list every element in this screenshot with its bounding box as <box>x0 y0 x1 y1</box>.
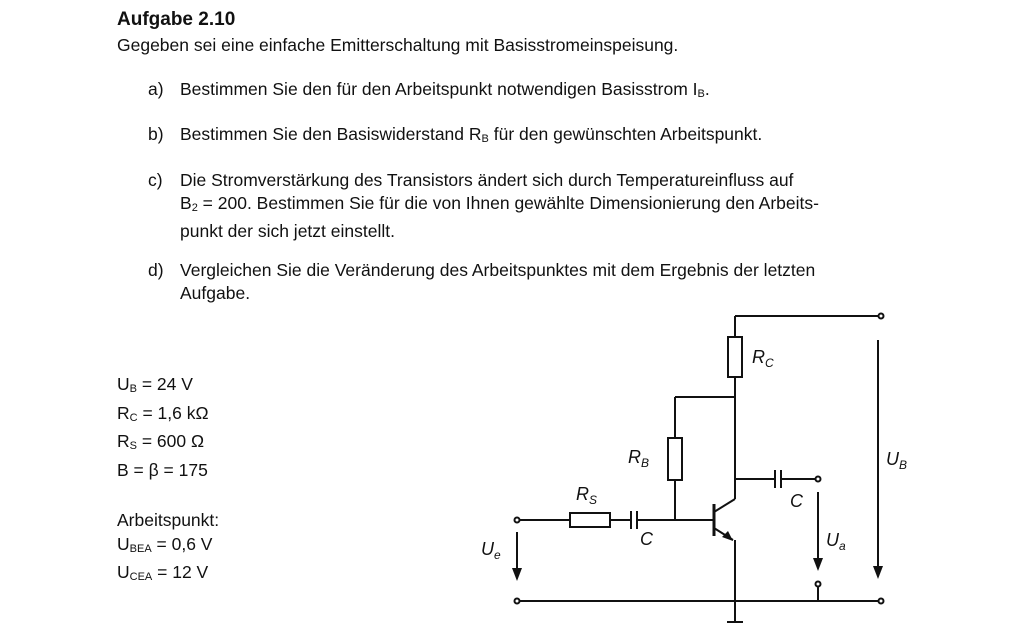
input-ground-terminal <box>515 599 520 604</box>
ub-arrow-head <box>873 566 883 579</box>
rc-resistor <box>728 337 742 377</box>
task-intro: Gegeben sei eine einfache Emitterschaltung mit Basisstromeinspeisung. <box>117 35 679 55</box>
rs-resistor <box>570 513 610 527</box>
given-rs: RS = 600 Ω <box>117 431 205 452</box>
emitter-arrow-head <box>722 531 733 541</box>
rb-resistor <box>668 438 682 480</box>
input-terminal <box>515 518 520 523</box>
task-d-line-1: Vergleichen Sie die Veränderung des Arbeitspunktes mit dem Ergebnis der letzten <box>180 260 816 280</box>
operating-point-ucea: UCEA = 12 V <box>117 562 209 583</box>
label-rc: $R_C$ <box>752 347 774 370</box>
operating-point-ubea: UBEA = 0,6 V <box>117 533 213 555</box>
task-c-label: c) <box>148 170 163 190</box>
task-c-line-2: B2 = 200. Bestimmen Sie für die von Ihnen gewählte Dimensionierung den Arbeits- <box>180 193 819 214</box>
task-b-text: Bestimmen Sie den Basiswiderstand RB für den gewünschten Arbeitspunkt. <box>180 124 763 145</box>
ground-rail-terminal <box>879 599 884 604</box>
given-ub: UB = 24 V <box>117 374 193 395</box>
label-ub: $U_B$ <box>886 449 908 472</box>
label-rs: $R_S$ <box>576 484 598 507</box>
task-title: Aufgabe 2.10 <box>117 9 236 30</box>
task-c-line-1: Die Stromverstärkung des Transistors ändert sich durch Temperatureinfluss auf <box>180 170 794 190</box>
label-rb: $R_B$ <box>628 447 650 470</box>
label-c-in: C <box>640 529 653 549</box>
given-b: B = β = 175 <box>117 459 208 480</box>
task-b-label: b) <box>148 124 164 144</box>
given-rc: RC = 1,6 kΩ <box>117 402 209 424</box>
task-a-label: a) <box>148 79 164 99</box>
task-c-line-3: punkt der sich jetzt einstellt. <box>180 221 395 241</box>
output-ground-terminal <box>816 582 821 587</box>
transistor-collector-leg <box>714 499 735 512</box>
operating-point-heading: Arbeitspunkt: <box>117 510 220 530</box>
supply-terminal <box>879 314 884 319</box>
label-ua: $U_a$ <box>826 530 846 553</box>
task-a-text: Bestimmen Sie den für den Arbeitspunkt notwendigen Basisstrom IB. <box>180 79 710 100</box>
ue-arrow-head <box>512 568 522 581</box>
output-terminal <box>816 477 821 482</box>
label-c-out: C <box>790 491 803 511</box>
task-d-label: d) <box>148 260 164 280</box>
task-d-line-2: Aufgabe. <box>180 283 251 303</box>
label-ue: $U_e$ <box>481 539 501 562</box>
ua-arrow-head <box>813 558 823 571</box>
